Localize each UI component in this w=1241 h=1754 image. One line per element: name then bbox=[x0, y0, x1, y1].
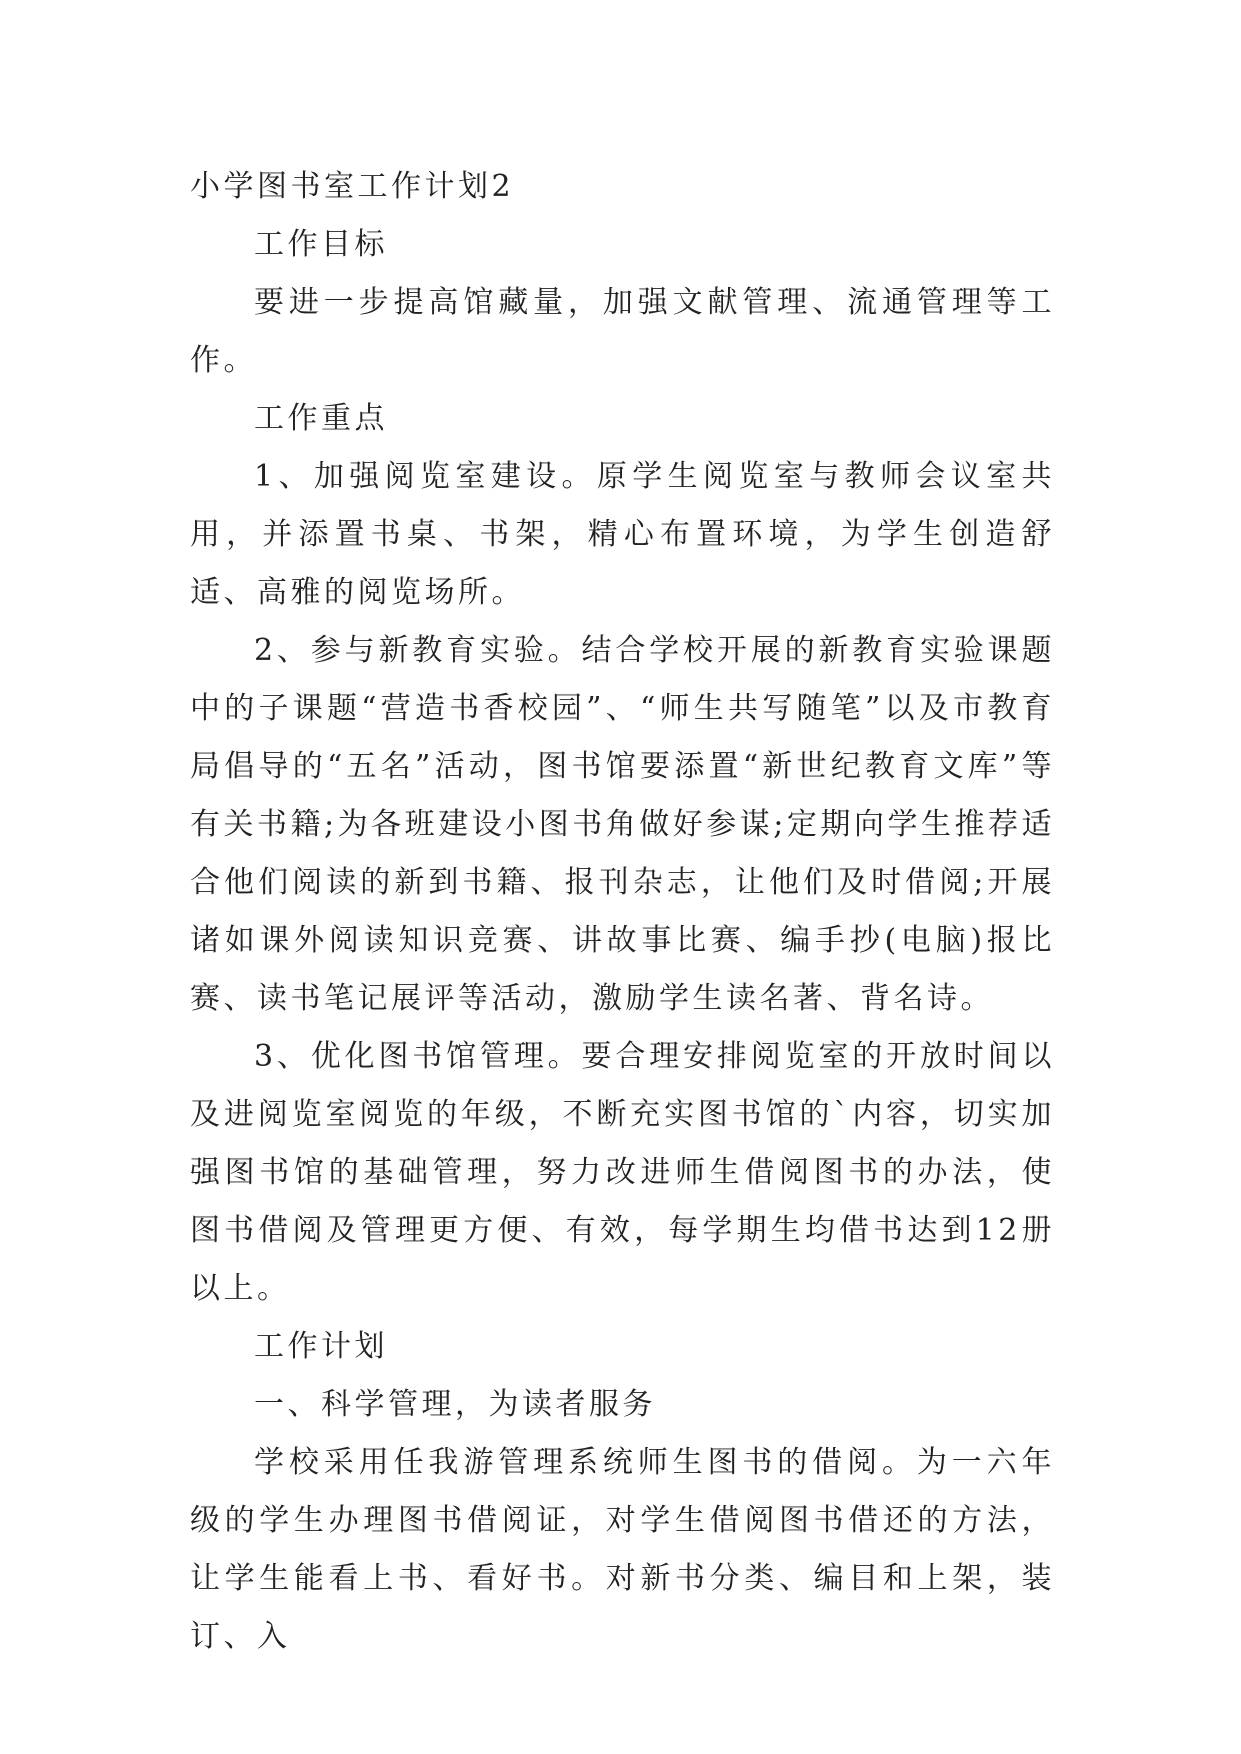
section-heading-goals: 工作目标 bbox=[254, 227, 388, 262]
paragraph: 要进一步提高馆藏量，加强文献管理、流通管理等工作。 bbox=[190, 285, 1055, 378]
paragraph: 3、优化图书馆管理。要合理安排阅览室的开放时间以及进阅览室阅览的年级，不断充实图书馆的`内容，切实加强图书馆的基础管理，努力改进师生借阅图书的办法，使图书借阅及管理更方便、有效，每学期生均借书达到12册以上。 bbox=[190, 1039, 1055, 1306]
document-body bbox=[190, 158, 1055, 1666]
paragraph: 2、参与新教育实验。结合学校开展的新教育实验课题中的子课题“营造书香校园”、“师生共写随笔”以及市教育局倡导的“五名”活动，图书馆要添置“新世纪教育文库”等有关书籍;为各班建设小图书角做好参谋;定期向学生推荐适合他们阅读的新到书籍、报刊杂志，让他们及时借阅;开展诸如课外阅读知识竞赛、讲故事比赛、编手抄(电脑)报比赛、读书笔记展评等活动，激励学生读名著、背名诗。 bbox=[190, 633, 1055, 1016]
document-title: 小学图书室工作计划2 bbox=[190, 169, 515, 204]
subsection-heading: 一、科学管理，为读者服务 bbox=[254, 1387, 656, 1422]
section-heading-focus: 工作重点 bbox=[254, 401, 388, 436]
paragraph: 1、加强阅览室建设。原学生阅览室与教师会议室共用，并添置书桌、书架，精心布置环境，为学生创造舒适、高雅的阅览场所。 bbox=[190, 459, 1055, 610]
paragraph: 学校采用任我游管理系统师生图书的借阅。为一六年级的学生办理图书借阅证，对学生借阅图书借还的方法，让学生能看上书、看好书。对新书分类、编目和上架，装订、入 bbox=[190, 1445, 1055, 1654]
section-heading-plan: 工作计划 bbox=[254, 1329, 388, 1364]
